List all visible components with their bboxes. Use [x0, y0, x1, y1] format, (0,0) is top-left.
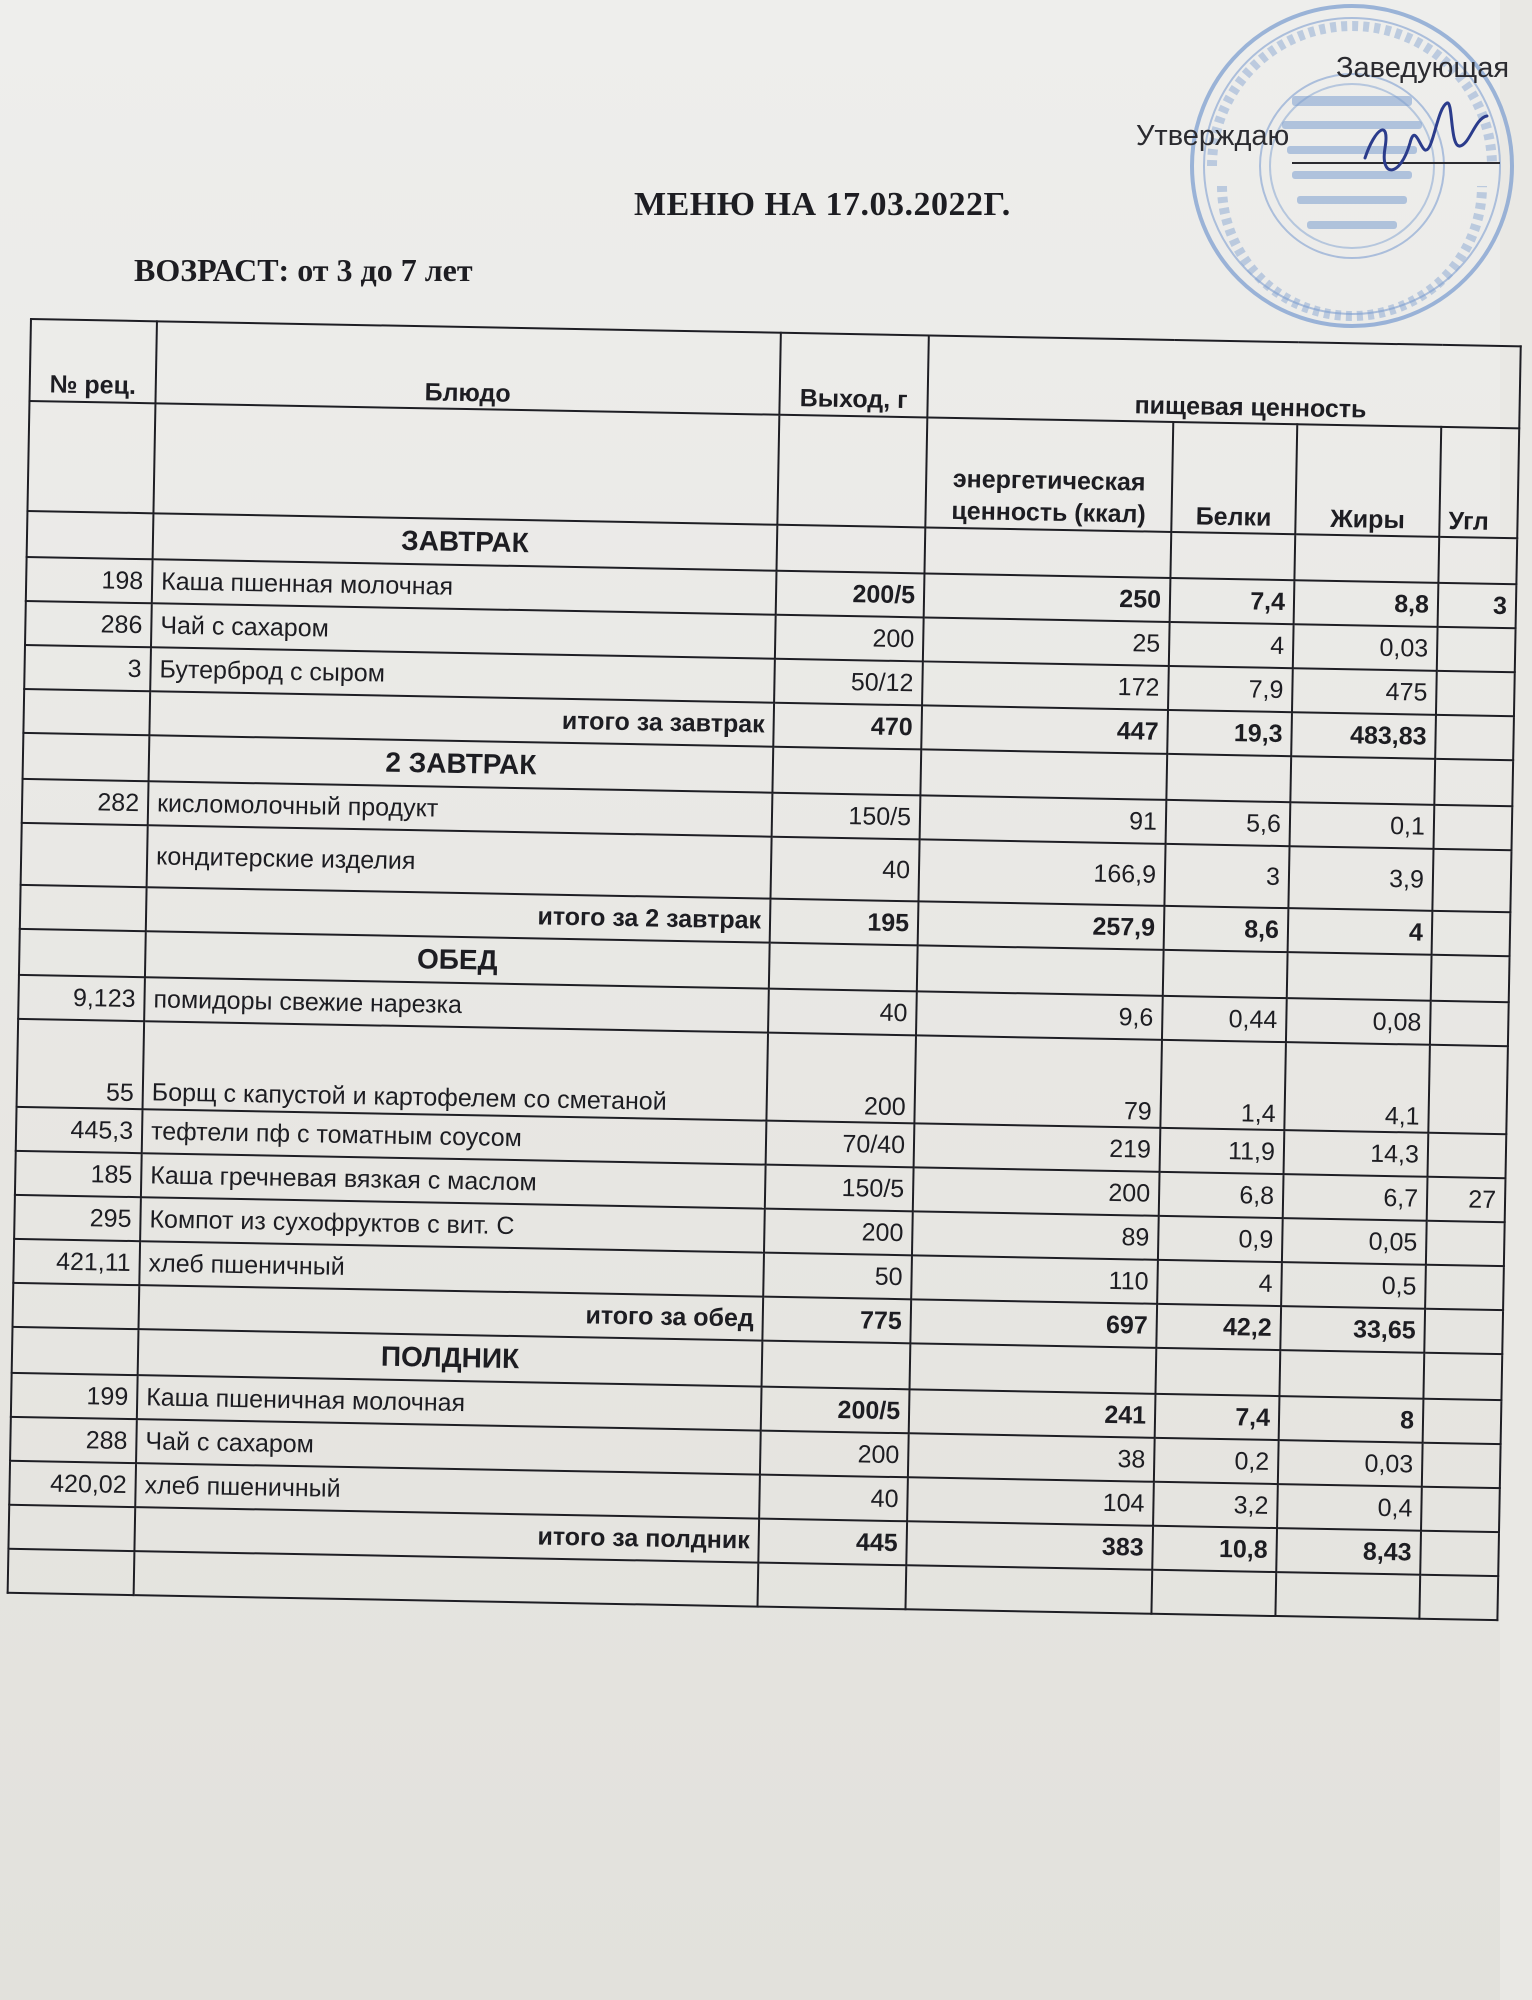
empty-cell — [1163, 950, 1288, 998]
empty-cell — [924, 527, 1171, 578]
empty-cell — [758, 1563, 907, 1610]
carbs-value — [1436, 671, 1515, 716]
carbs-value — [1422, 1443, 1501, 1488]
total-protein: 19,3 — [1167, 710, 1292, 756]
section-title: ЗАВТРАК — [153, 513, 778, 570]
dish-name: помидоры свежие нарезка — [144, 977, 769, 1032]
energy-value: 110 — [911, 1255, 1158, 1304]
yield-value: 50 — [763, 1253, 912, 1300]
energy-value: 104 — [907, 1477, 1154, 1526]
total-yield: 775 — [762, 1297, 911, 1344]
total-energy: 697 — [910, 1299, 1157, 1348]
dish-name: Каша пшенная молочная — [152, 559, 777, 614]
yield-value: 200 — [766, 1033, 916, 1124]
protein-value: 5,6 — [1166, 800, 1291, 846]
recipe-number: 282 — [22, 779, 149, 825]
yield-value: 150/5 — [772, 793, 921, 840]
dish-name: кисломолочный продукт — [148, 781, 773, 836]
fat-value: 14,3 — [1284, 1130, 1429, 1177]
header-dish: Блюдо — [155, 321, 780, 414]
carbs-value — [1437, 627, 1516, 672]
recipe-number: 420,02 — [9, 1461, 136, 1507]
empty-cell — [905, 1565, 1152, 1614]
empty-cell — [1287, 952, 1432, 1001]
empty-cell — [917, 945, 1164, 996]
fat-value: 6,7 — [1283, 1174, 1428, 1221]
dish-name: тефтели пф с томатным соусом — [142, 1109, 767, 1164]
fat-value: 0,05 — [1282, 1218, 1427, 1265]
total-protein: 10,8 — [1152, 1526, 1277, 1572]
fat-value: 0,08 — [1286, 998, 1431, 1045]
empty-cell — [19, 929, 146, 977]
empty-cell — [1419, 1575, 1498, 1620]
empty-cell — [8, 1505, 135, 1551]
header-yield: Выход, г — [779, 333, 928, 418]
dish-name: кондитерские изделия — [147, 825, 772, 898]
carbs-value — [1427, 1133, 1506, 1178]
fat-value: 4,1 — [1284, 1042, 1430, 1133]
protein-value: 1,4 — [1160, 1040, 1286, 1130]
recipe-number: 198 — [26, 557, 153, 603]
dish-name: хлеб пшеничный — [139, 1241, 764, 1296]
header-nutrition: пищевая ценность — [927, 335, 1520, 428]
total-energy: 257,9 — [918, 901, 1165, 950]
energy-value: 91 — [920, 795, 1167, 844]
recipe-number: 421,11 — [13, 1239, 140, 1285]
recipe-number: 445,3 — [16, 1107, 143, 1153]
fat-value: 8 — [1279, 1396, 1424, 1443]
protein-value: 0,44 — [1162, 996, 1287, 1042]
fat-value: 0,03 — [1278, 1440, 1423, 1487]
carbs-value — [1434, 805, 1513, 850]
empty-cell — [1170, 532, 1295, 580]
protein-value: 6,8 — [1159, 1172, 1284, 1218]
total-fat: 483,83 — [1291, 712, 1436, 759]
empty-cell — [8, 1549, 135, 1595]
recipe-number: 9,123 — [18, 975, 145, 1021]
energy-value: 9,6 — [916, 991, 1163, 1040]
age-group: ВОЗРАСТ: от 3 до 7 лет — [134, 252, 473, 288]
recipe-number: 199 — [11, 1373, 138, 1419]
protein-value: 0,2 — [1154, 1438, 1279, 1484]
empty-cell — [769, 943, 918, 992]
energy-value: 200 — [913, 1167, 1160, 1216]
header-carbs: Угл — [1439, 427, 1519, 538]
protein-value: 11,9 — [1160, 1128, 1285, 1174]
empty-cell — [762, 1341, 911, 1390]
dish-name: Каша пшеничная молочная — [137, 1375, 762, 1430]
empty-cell — [1275, 1572, 1420, 1619]
empty-cell — [910, 1343, 1157, 1394]
total-yield: 195 — [770, 899, 919, 946]
approve-label: Утверждаю — [1136, 120, 1290, 152]
total-carbs — [1424, 1309, 1503, 1354]
empty-cell — [1155, 1348, 1280, 1396]
total-fat: 8,43 — [1276, 1528, 1421, 1575]
yield-value: 40 — [768, 989, 917, 1036]
signature-icon — [1355, 88, 1495, 188]
fat-value: 475 — [1292, 668, 1437, 715]
total-fat: 33,65 — [1280, 1306, 1425, 1353]
recipe-number: 55 — [17, 1019, 145, 1109]
header-fat: Жиры — [1295, 424, 1441, 537]
dish-name: хлеб пшеничный — [135, 1463, 760, 1518]
energy-value: 166,9 — [918, 839, 1165, 905]
yield-value: 40 — [759, 1475, 908, 1522]
total-energy: 447 — [921, 705, 1168, 754]
carbs-value — [1421, 1487, 1500, 1532]
carbs-value — [1430, 1001, 1509, 1046]
protein-value: 4 — [1169, 622, 1294, 668]
energy-value: 250 — [924, 573, 1171, 622]
yield-value: 200/5 — [761, 1387, 910, 1434]
total-energy: 383 — [906, 1521, 1153, 1570]
empty-cell — [13, 1283, 140, 1329]
yield-value: 150/5 — [765, 1165, 914, 1212]
total-protein: 8,6 — [1164, 906, 1289, 952]
dish-name: Каша гречневая вязкая с маслом — [141, 1153, 766, 1208]
empty-cell — [1290, 756, 1435, 805]
header-protein: Белки — [1171, 422, 1297, 534]
menu-table-wrapper — [7, 318, 1522, 1621]
protein-value: 7,9 — [1168, 666, 1293, 712]
header-rec: № рец. — [29, 319, 156, 403]
energy-value: 172 — [922, 661, 1169, 710]
fat-value: 0,5 — [1281, 1262, 1426, 1309]
dish-name: Чай с сахаром — [151, 603, 776, 658]
yield-value: 200/5 — [776, 571, 925, 618]
fat-value: 3,9 — [1288, 846, 1433, 911]
carbs-value — [1428, 1045, 1508, 1134]
energy-value: 38 — [908, 1433, 1155, 1482]
menu-table — [7, 318, 1522, 1621]
protein-value: 3 — [1164, 844, 1289, 908]
empty-cell — [1431, 955, 1510, 1002]
yield-value: 40 — [770, 837, 919, 902]
fat-value: 0,03 — [1293, 624, 1438, 671]
recipe-number: 295 — [14, 1195, 141, 1241]
protein-value: 4 — [1157, 1260, 1282, 1306]
protein-value: 7,4 — [1155, 1394, 1280, 1440]
total-yield: 445 — [758, 1519, 907, 1566]
fat-value: 0,4 — [1277, 1484, 1422, 1531]
header-energy: энергетическая ценность (ккал) — [925, 417, 1173, 531]
total-yield: 470 — [773, 703, 922, 750]
carbs-value — [1425, 1265, 1504, 1310]
protein-value: 3,2 — [1153, 1482, 1278, 1528]
carbs-value — [1423, 1399, 1502, 1444]
empty-cell — [23, 733, 150, 781]
energy-value: 89 — [912, 1211, 1159, 1260]
protein-value: 0,9 — [1158, 1216, 1283, 1262]
yield-value: 200 — [760, 1431, 909, 1478]
total-fat: 4 — [1288, 908, 1433, 955]
energy-value: 79 — [914, 1035, 1162, 1127]
empty-cell — [1151, 1570, 1276, 1616]
recipe-number: 286 — [25, 601, 152, 647]
total-carbs — [1432, 911, 1511, 956]
carbs-value: 27 — [1427, 1177, 1506, 1222]
empty-cell — [27, 511, 154, 559]
yield-value: 200 — [775, 615, 924, 662]
recipe-number — [21, 823, 148, 887]
total-carbs — [1435, 715, 1514, 760]
head-label: Заведующая — [1336, 52, 1510, 84]
yield-value: 70/40 — [766, 1121, 915, 1168]
carbs-value: 3 — [1438, 583, 1517, 628]
section-title: 2 ЗАВТРАК — [149, 735, 774, 792]
dish-name: Борщ с капустой и картофелем со сметаной — [143, 1021, 769, 1120]
recipe-number: 185 — [15, 1151, 142, 1197]
recipe-number: 3 — [24, 645, 151, 691]
empty-cell — [772, 747, 921, 796]
protein-value: 7,4 — [1170, 578, 1295, 624]
energy-value: 25 — [923, 617, 1170, 666]
total-carbs — [1420, 1531, 1499, 1576]
empty-cell — [20, 885, 147, 931]
empty-cell — [920, 749, 1167, 800]
fat-value: 0,1 — [1290, 802, 1435, 849]
dish-name: Компот из сухофруктов с вит. С — [140, 1197, 765, 1252]
total-label: итого за 2 завтрак — [146, 887, 771, 942]
recipe-number: 288 — [10, 1417, 137, 1463]
energy-value: 219 — [914, 1123, 1161, 1172]
dish-name: Чай с сахаром — [136, 1419, 761, 1474]
dish-name: Бутерброд с сыром — [150, 647, 775, 702]
total-label: итого за полдник — [134, 1507, 759, 1562]
section-title: ОБЕД — [145, 931, 770, 988]
yield-value: 50/12 — [774, 659, 923, 706]
empty-cell — [12, 1327, 139, 1375]
total-label: итого за обед — [138, 1285, 763, 1340]
empty-cell — [1434, 759, 1513, 806]
yield-value: 200 — [764, 1209, 913, 1256]
carbs-value — [1426, 1221, 1505, 1266]
empty-cell — [1423, 1353, 1502, 1400]
carbs-value — [1432, 849, 1511, 912]
energy-value: 241 — [909, 1389, 1156, 1438]
total-protein: 42,2 — [1156, 1304, 1281, 1350]
empty-cell — [776, 525, 925, 574]
empty-cell — [23, 689, 150, 735]
empty-cell — [1166, 754, 1291, 802]
page-title: МЕНЮ НА 17.03.2022Г. — [634, 186, 1011, 223]
empty-cell — [1294, 534, 1439, 583]
section-title: ПОЛДНИК — [138, 1329, 763, 1386]
fat-value: 8,8 — [1294, 580, 1439, 627]
empty-cell — [1279, 1350, 1424, 1399]
total-label: итого за завтрак — [149, 691, 774, 746]
empty-cell — [1438, 537, 1517, 584]
